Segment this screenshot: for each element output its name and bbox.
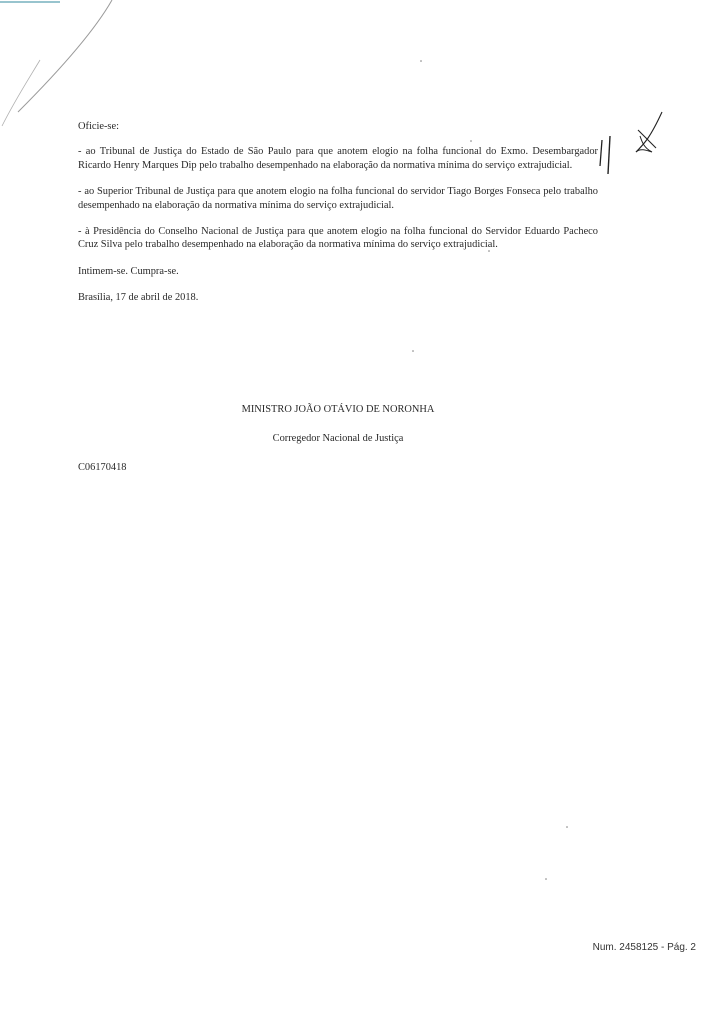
scan-speck [470,140,472,142]
scan-speck [545,878,547,880]
scan-speck [420,60,422,62]
signatory-name: MINISTRO JOÃO OTÁVIO DE NORONHA [241,404,435,415]
date-line: Brasília, 17 de abril de 2018. [78,292,199,304]
signatory-role: Corregedor Nacional de Justiça [272,433,404,444]
paragraph-tjsp: - ao Tribunal de Justiça do Estado de São Paulo para que anotem elogio na folha funcional do Exmo. Desembargador Ricardo Henry Marques Dip pelo trabalho desempenhado na elaboração da normativa mínima do serviço extrajudicial. [78,146,598,171]
paragraph-cnj: - à Presidência do Conselho Nacional de Justiça para que anotem elogio na folha funcional do Servidor Eduardo Pacheco Cruz Silva pelo trabalho desempenhado na elaboração da normativa mínima do serviço extrajudicial. [78,226,598,251]
handwritten-initials-signature [596,108,676,188]
document-body [78,120,598,318]
document-code: C06170418 [78,462,127,473]
scan-edge-mark [0,0,130,140]
scan-speck [488,250,490,252]
closing-line: Intimem-se. Cumpra-se. [78,265,179,277]
paragraph-stj: - ao Superior Tribunal de Justiça para que anotem elogio na folha funcional do servidor Tiago Borges Fonseca pelo trabalho desempenhado na elaboração da normativa mínima do serviço extrajudicial. [78,186,598,211]
greeting: Oficie-se: [78,121,119,132]
scan-speck [412,350,414,352]
page-reference-footer: Num. 2458125 - Pág. 2 [592,942,696,953]
scan-speck [566,826,568,828]
